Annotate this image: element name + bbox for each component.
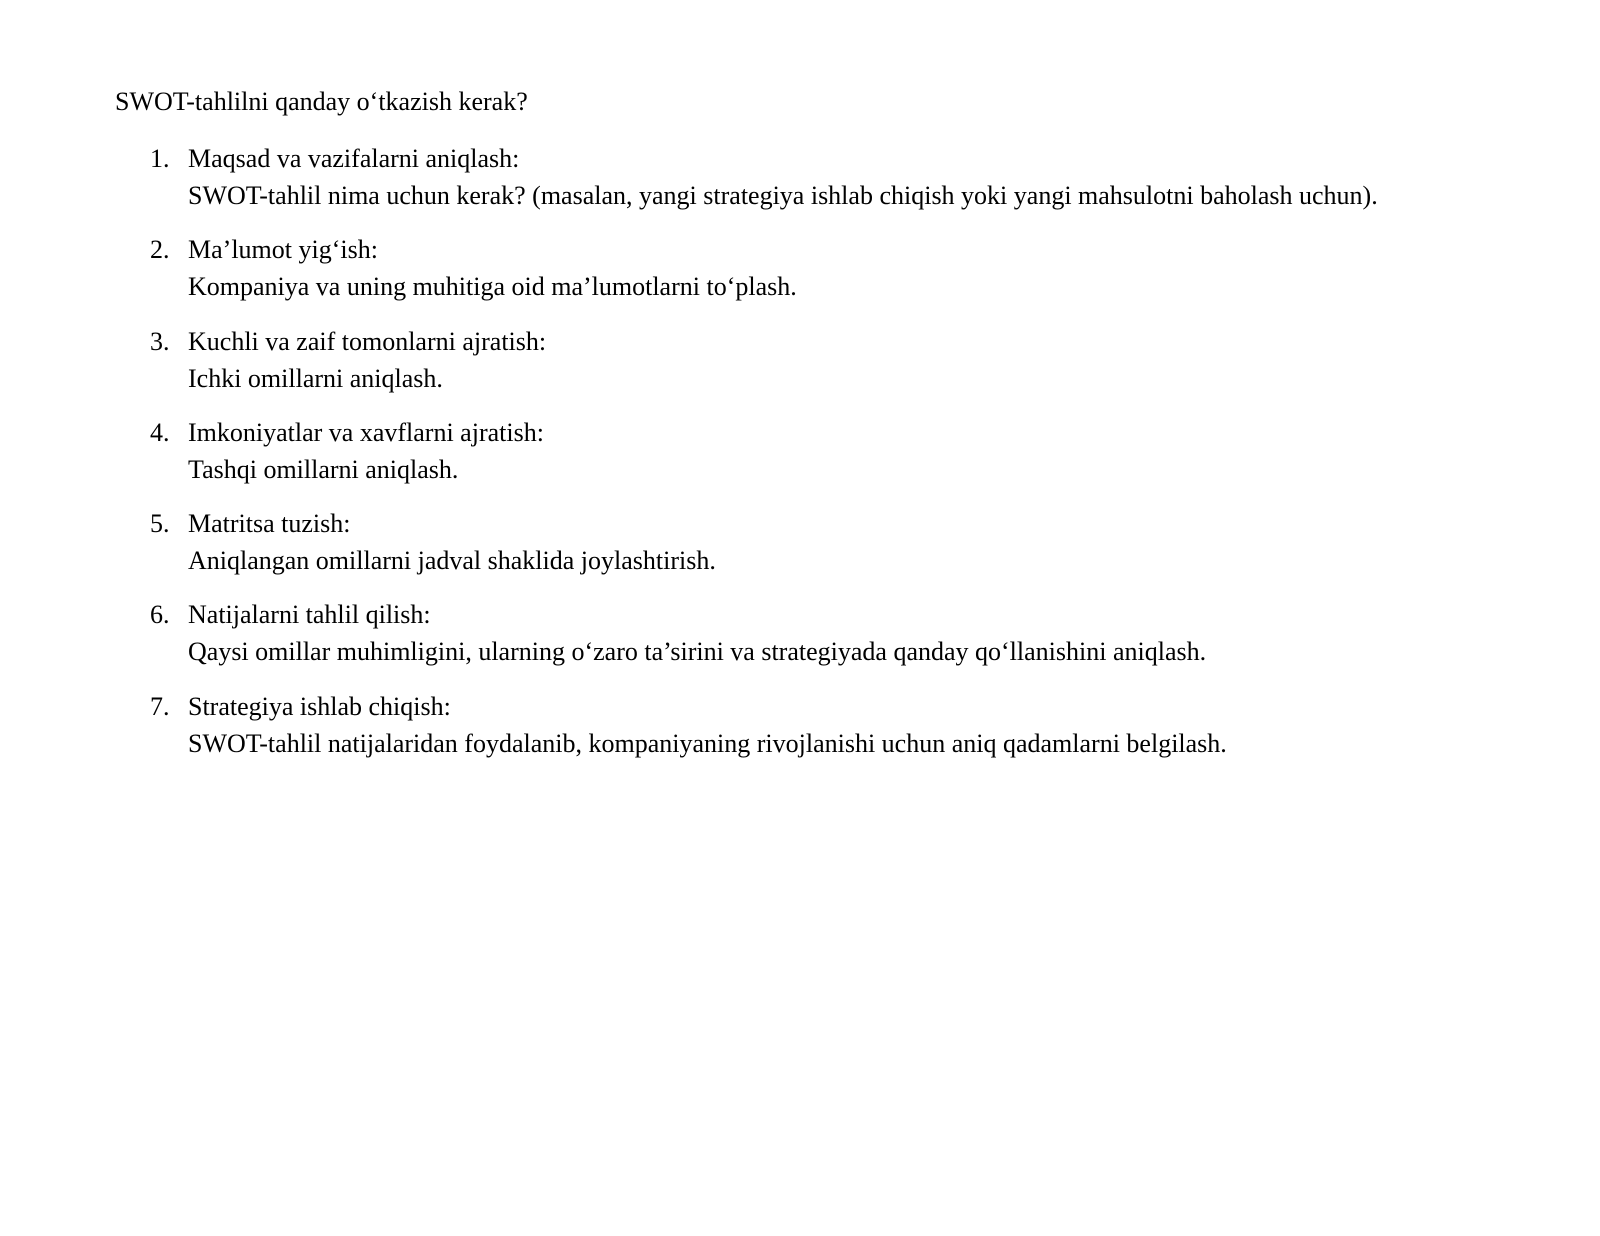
step-description: SWOT-tahlil natijalaridan foydalanib, kompaniyaning rivojlanishi uchun aniq qadamlarni belgilash. — [188, 728, 1227, 758]
step-number: 6. — [150, 600, 170, 630]
step-description: Qaysi omillar muhimligini, ularning o‘zaro ta’sirini va strategiyada qanday qo‘llanishini aniqlash. — [188, 637, 1207, 667]
step-number: 4. — [150, 417, 170, 447]
step-description: Tashqi omillarni aniqlash. — [188, 454, 459, 484]
list-item — [0, 323, 1600, 414]
list-item — [0, 414, 1600, 505]
step-number: 5. — [150, 509, 170, 539]
step-title: Natijalarni tahlil qilish: — [188, 600, 431, 630]
document-heading: SWOT-tahlilni qanday o‘tkazish kerak? — [115, 87, 528, 116]
step-description: Ichki omillarni aniqlash. — [188, 363, 443, 393]
step-title: Matritsa tuzish: — [188, 509, 351, 539]
steps-list — [0, 140, 1600, 779]
list-item — [0, 596, 1600, 687]
step-description: Kompaniya va uning muhitiga oid ma’lumotlarni to‘plash. — [188, 272, 797, 302]
step-title: Kuchli va zaif tomonlarni ajratish: — [188, 326, 547, 356]
step-number: 1. — [150, 144, 170, 173]
list-item — [0, 231, 1600, 322]
list-item — [0, 505, 1600, 596]
list-item — [0, 140, 1600, 231]
step-title: Ma’lumot yig‘ish: — [188, 235, 378, 265]
step-number: 2. — [150, 235, 170, 265]
step-description: Aniqlangan omillarni jadval shaklida joylashtirish. — [188, 546, 716, 576]
list-item — [0, 688, 1600, 779]
step-title: Imkoniyatlar va xavflarni ajratish: — [188, 417, 544, 447]
step-title: Strategiya ishlab chiqish: — [188, 691, 451, 721]
step-description: SWOT-tahlil nima uchun kerak? (masalan, yangi strategiya ishlab chiqish yoki yangi mahsulotni baholash uchun). — [188, 181, 1378, 210]
step-number: 7. — [150, 691, 170, 721]
step-number: 3. — [150, 326, 170, 356]
step-title: Maqsad va vazifalarni aniqlash: — [188, 144, 520, 173]
